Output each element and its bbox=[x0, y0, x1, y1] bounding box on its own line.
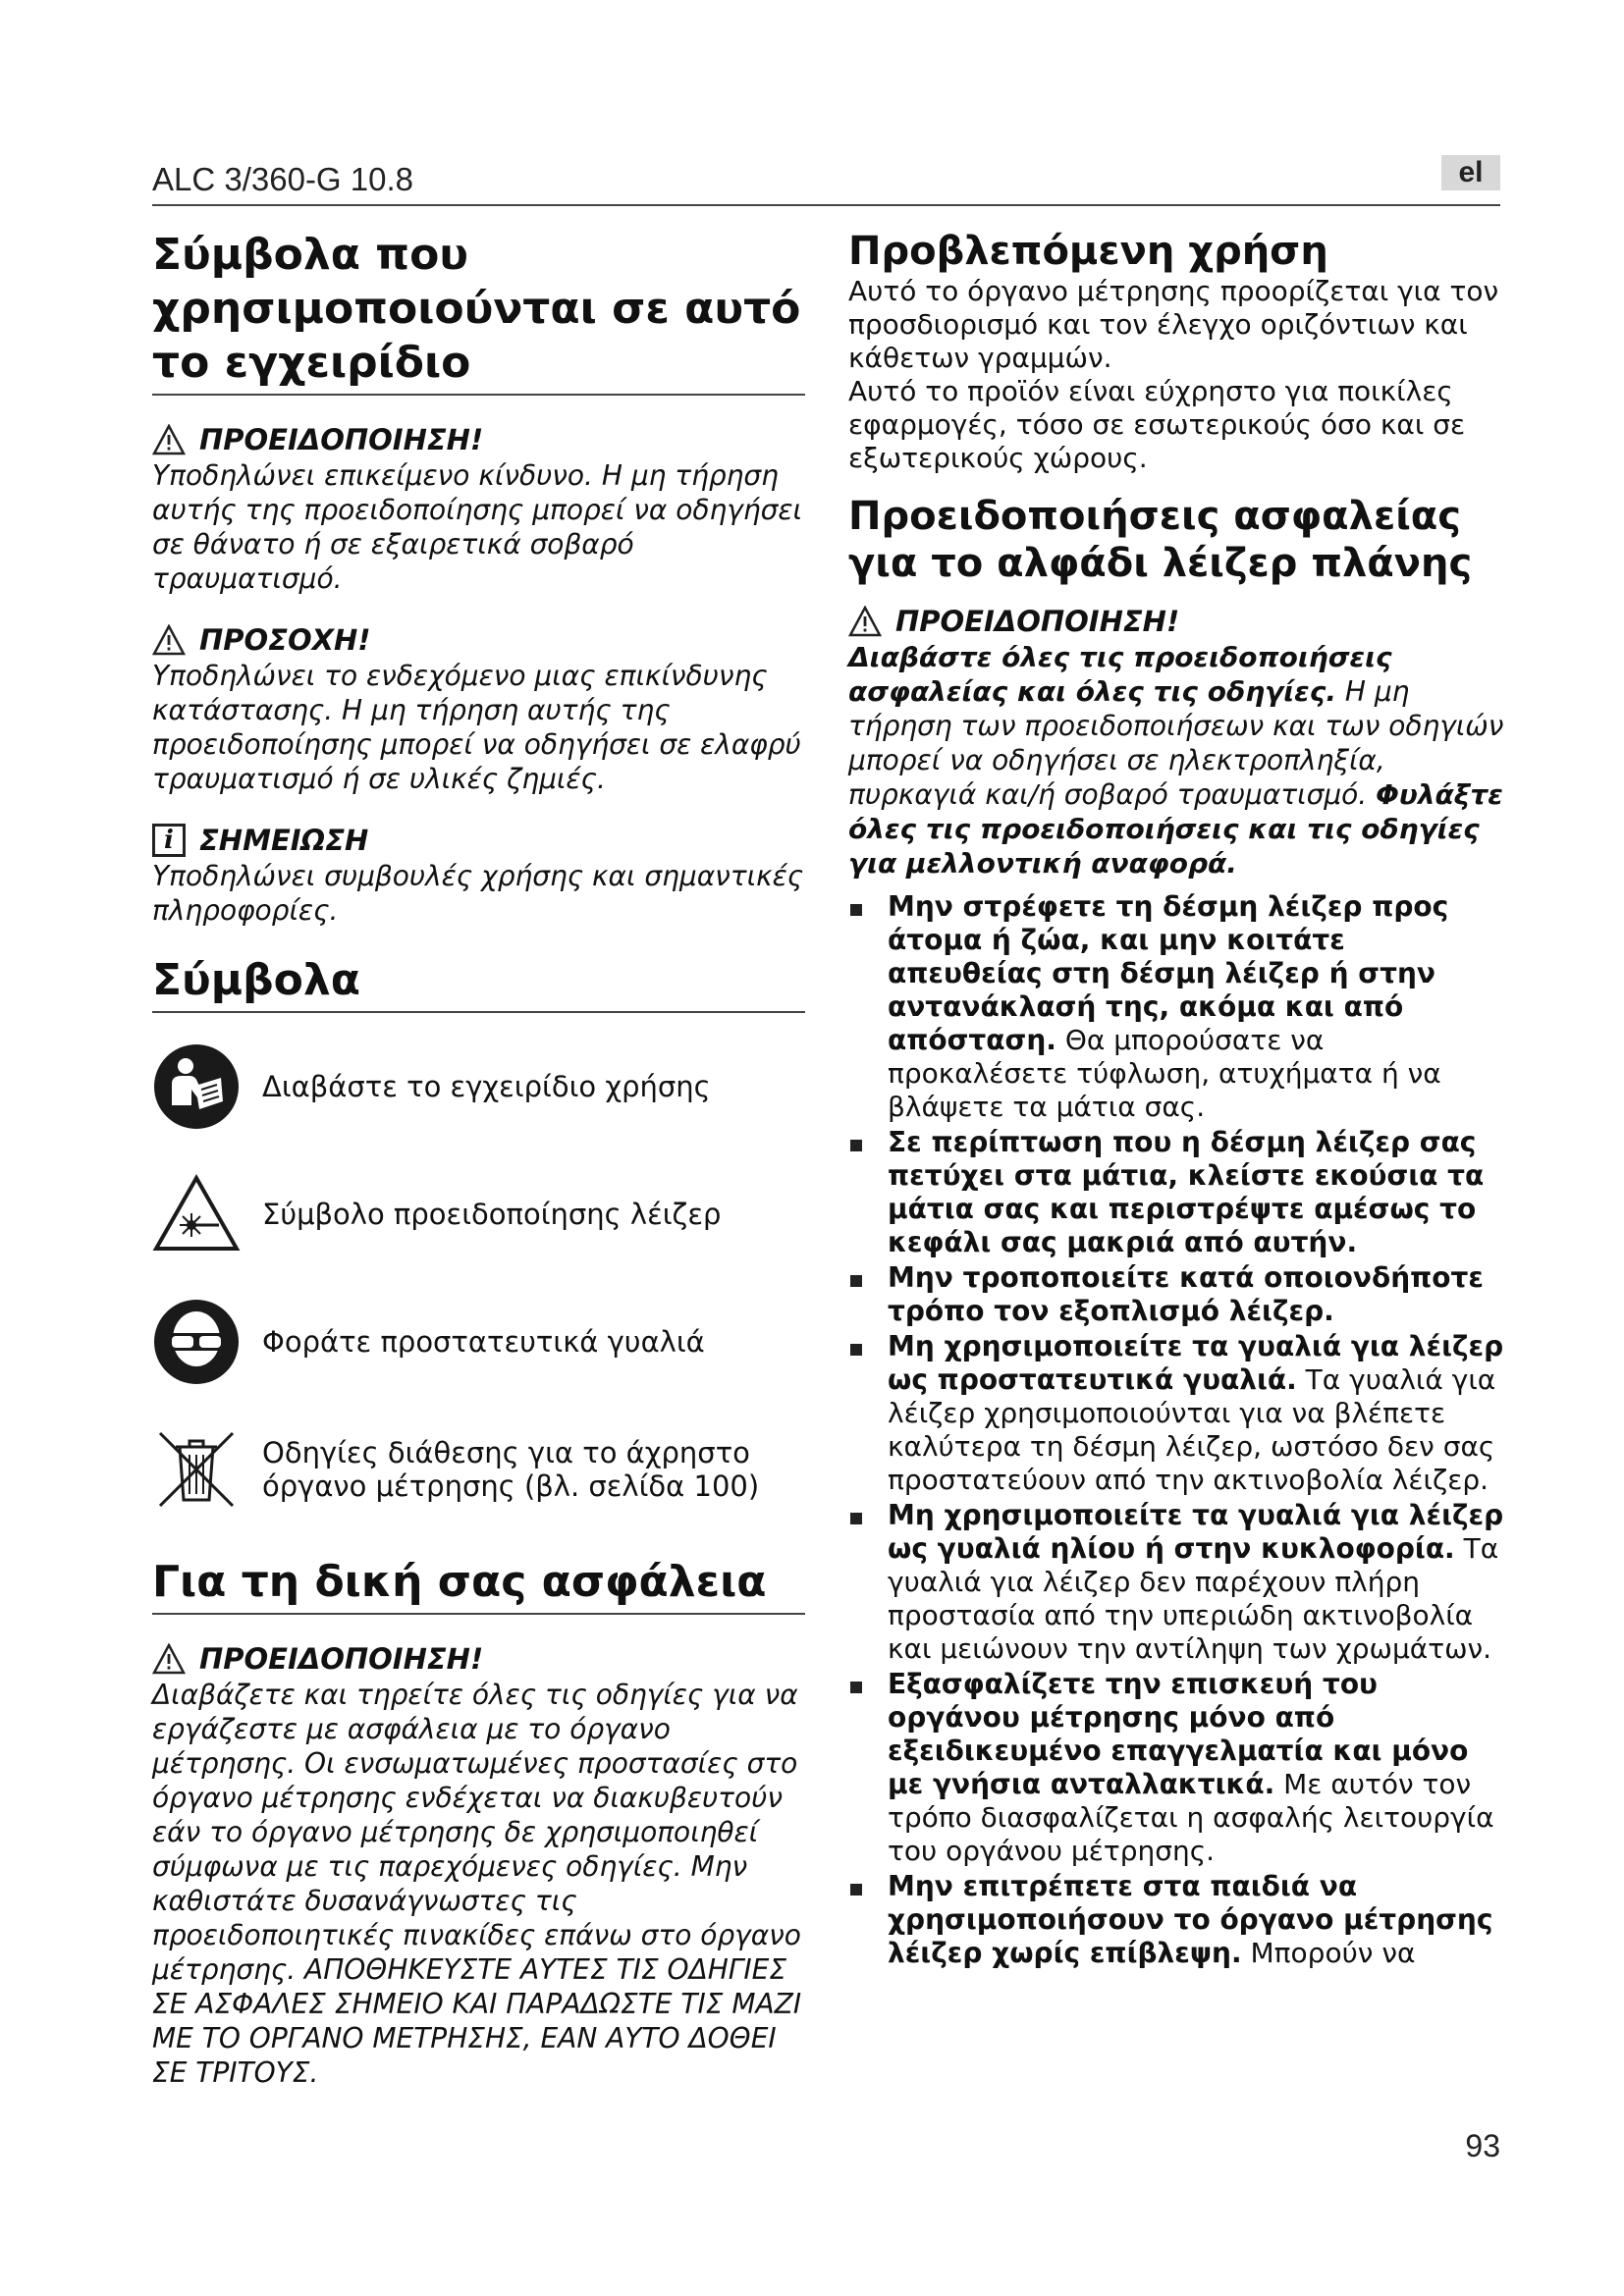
warning-description: Υποδηλώνει επικείμενο κίνδυνο. Η μη τήρηση αυτής της προειδοποίησης μπορεί να οδηγήσει σε θάνατο ή σε εξαιρετικά σοβαρό τραυματισμό. bbox=[152, 459, 802, 595]
bullet-text: Μπορούν να bbox=[1241, 1937, 1416, 1969]
symbol-description: Φοράτε προστατευτικά γυαλιά bbox=[262, 1325, 705, 1359]
warning-notice-title bbox=[152, 423, 805, 456]
page-number: 93 bbox=[1465, 2128, 1500, 2163]
warning-consequence: Η μη τήρηση των προειδοποιήσεων και των οδηγιών μπορεί να οδηγήσει σε ηλεκτροπληξία, πυρκαγιά και/ή σοβαρό τραυματισμό. bbox=[848, 675, 1504, 811]
symbol-description: Οδηγίες διάθεσης για το άχρηστο όργανο μέτρησης (βλ. σελίδα 100) bbox=[262, 1436, 760, 1503]
symbols-used-heading: Σύμβολα που χρησιμοποιούνται σε αυτό το εγχειρίδιο bbox=[152, 228, 805, 396]
warning-label: ΠΡΟΕΙΔΟΠΟΙΗΣΗ! bbox=[199, 1642, 484, 1676]
read-all-warnings: Διαβάστε όλες τις προειδοποιήσεις ασφαλείας και όλες τις οδηγίες. bbox=[848, 641, 1392, 708]
bullet-text: Τα γυαλιά για λέιζερ δεν παρέχουν πλήρη προστασία από την υπεριώδη ακτινοβολία και μειώνουν την αντίληψη των χρωμάτων. bbox=[888, 1532, 1499, 1665]
intended-use-paragraph: Αυτό το όργανο μέτρησης προορίζεται για τον προσδιορισμό και τον έλεγχο οριζόντιων και κάθετων γραμμών. bbox=[848, 275, 1499, 374]
symbol-row bbox=[152, 1023, 805, 1150]
symbol-description: Διαβάστε το εγχειρίδιο χρήσης bbox=[262, 1070, 711, 1103]
list-item bbox=[848, 1330, 1506, 1497]
caution-label: ΠΡΟΣΟΧΗ! bbox=[199, 623, 371, 657]
note-notice-title bbox=[152, 824, 805, 857]
bullet-bold: Μην στρέφετε τη δέσμη λέιζερ προς άτομα ή ζώα, και μην κοιτάτε απευθείας στη δέσμη λέιζερ ή στην αντανάκλασή της, ακόμα και από απόσταση. bbox=[888, 890, 1449, 1056]
bullet-text: Με αυτόν τον τρόπο διασφαλίζεται η ασφαλής λειτουργία του οργάνου μέτρησης. bbox=[888, 1768, 1494, 1867]
warning-triangle-icon bbox=[152, 1643, 186, 1675]
bullet-bold: Μη χρησιμοποιείτε τα γυαλιά για λέιζερ ως γυαλιά ηλίου ή στην κυκλοφορία. bbox=[888, 1499, 1504, 1565]
bullet-text: Τα γυαλιά για λέιζερ χρησιμοποιούνται για να βλέπετε καλύτερα τη δέσμη λέιζερ, ωστόσο δεν σας προστατεύουν από την ακτινοβολία λέιζερ. bbox=[888, 1363, 1496, 1496]
list-item bbox=[848, 1126, 1506, 1259]
list-item bbox=[848, 1261, 1506, 1328]
laser-safety-bullets bbox=[848, 890, 1506, 1970]
warning-label: ΠΡΟΕΙΔΟΠΟΙΗΣΗ! bbox=[895, 605, 1180, 638]
list-item bbox=[848, 890, 1506, 1124]
symbol-row bbox=[152, 1150, 805, 1278]
bullet-bold: Μη χρησιμοποιείτε τα γυαλιά για λέιζερ ως προστατευτικά γυαλιά. bbox=[888, 1330, 1504, 1396]
bullet-bold: Εξασφαλίζετε την επισκευή του οργάνου μέτρησης μόνο από εξειδικευμένο επαγγελματία και μόνο με γνήσια ανταλλακτικά. bbox=[888, 1668, 1469, 1800]
note-description: Υποδηλώνει συμβουλές χρήσης και σημαντικές πληροφορίες. bbox=[152, 860, 804, 927]
warning-triangle-icon bbox=[152, 424, 186, 455]
safety-warning-title bbox=[152, 1642, 805, 1676]
page-header bbox=[152, 155, 1500, 206]
safety-goggles-icon bbox=[152, 1298, 241, 1386]
info-icon: i bbox=[152, 824, 186, 857]
symbol-description: Σύμβολο προειδοποίησης λέιζερ bbox=[262, 1198, 722, 1231]
caution-description: Υποδηλώνει το ενδεχόμενο μιας επικίνδυνης κατάστασης. Η μη τήρηση αυτής της προειδοποίησης μπορεί να οδηγήσει σε ελαφρύ τραυματισμό ή σε υλικές ζημιές. bbox=[152, 660, 801, 795]
left-column bbox=[152, 228, 805, 2090]
laser-warning-text bbox=[848, 640, 1506, 881]
list-item bbox=[848, 1668, 1506, 1868]
symbols-list bbox=[152, 1023, 805, 1533]
laser-safety-heading: Προειδοποιήσεις ασφαλείας για το αλφάδι λέιζερ πλάνης bbox=[848, 494, 1473, 586]
laser-warning-title bbox=[848, 605, 1506, 638]
bullet-bold: Μην τροποποιείτε κατά οποιονδήποτε τρόπο τον εξοπλισμό λέιζερ. bbox=[888, 1261, 1484, 1327]
list-item bbox=[848, 1870, 1506, 1970]
caution-notice-title bbox=[152, 623, 805, 657]
your-safety-heading: Για τη δική σας ασφάλεια bbox=[152, 1555, 805, 1615]
warning-label: ΠΡΟΕΙΔΟΠΟΙΗΣΗ! bbox=[199, 423, 484, 456]
intended-use-heading: Προβλεπόμενη χρήση bbox=[848, 229, 1328, 274]
language-badge: el bbox=[1441, 155, 1500, 190]
note-label: ΣΗΜΕΙΩΣΗ bbox=[199, 824, 369, 857]
read-manual-icon bbox=[152, 1042, 241, 1131]
symbols-heading: Σύμβολα bbox=[152, 953, 805, 1013]
bullet-text: Θα μπορούσατε να προκαλέσετε τύφλωση, ατυχήματα ή να βλάψετε τα μάτια σας. bbox=[888, 1024, 1441, 1123]
list-item bbox=[848, 1499, 1506, 1666]
laser-warning-icon bbox=[152, 1170, 241, 1258]
right-column bbox=[848, 228, 1506, 1972]
intended-use-paragraph: Αυτό το προϊόν είναι εύχρηστο για ποικίλες εφαρμογές, τόσο σε εσωτερικούς όσο και σε εξωτερικούς χώρους. bbox=[848, 375, 1466, 474]
model-name: ALC 3/360-G 10.8 bbox=[152, 161, 413, 197]
bullet-bold: Σε περίπτωση που η δέσμη λέιζερ σας πετύχει στα μάτια, κλείστε εκούσια τα μάτια σας και περιστρέψτε αμέσως το κεφάλι σας μακριά από αυτήν. bbox=[888, 1126, 1485, 1258]
bullet-bold: Μην επιτρέπετε στα παιδιά να χρησιμοποιήσουν το όργανο μέτρησης λέιζερ χωρίς επίβλεψη. bbox=[888, 1870, 1493, 1969]
symbol-row bbox=[152, 1278, 805, 1406]
crossed-bin-icon bbox=[152, 1425, 241, 1514]
warning-triangle-icon bbox=[848, 606, 882, 637]
warning-triangle-icon bbox=[152, 624, 186, 656]
keep-instructions: Φυλάξτε όλες τις προειδοποιήσεις και τις οδηγίες για μελλοντική αναφορά. bbox=[848, 778, 1503, 880]
symbol-row bbox=[152, 1406, 805, 1533]
safety-instructions: Διαβάζετε και τηρείτε όλες τις οδηγίες για να εργάζεστε με ασφάλεια με το όργανο μέτρησης. Οι ενσωματωμένες προστασίες στο όργανο μέτρησης ενδέχεται να διακυβευτούν εάν το όργανο μέτρησης δε χρησιμοποιηθεί σύμφωνα με τις παρεχόμενες οδηγίες. Μην καθιστάτε δυσανάγνωστες τις προειδοποιητικές πινακίδες επάνω στο όργανο μέτρησης. ΑΠΟΘΗΚΕΥΣΤΕ ΑΥΤΕΣ ΤΙΣ ΟΔΗΓΙΕΣ ΣΕ ΑΣΦΑΛΕΣ ΣΗΜΕΙΟ ΚΑΙ ΠΑΡΑΔΩΣΤΕ ΤΙΣ ΜΑΖΙ ΜΕ ΤΟ ΟΡΓΑΝΟ ΜΕΤΡΗΣΗΣ, ΕΑΝ ΑΥΤΟ ΔΟΘΕΙ ΣΕ ΤΡΙΤΟΥΣ. bbox=[152, 1679, 802, 2089]
